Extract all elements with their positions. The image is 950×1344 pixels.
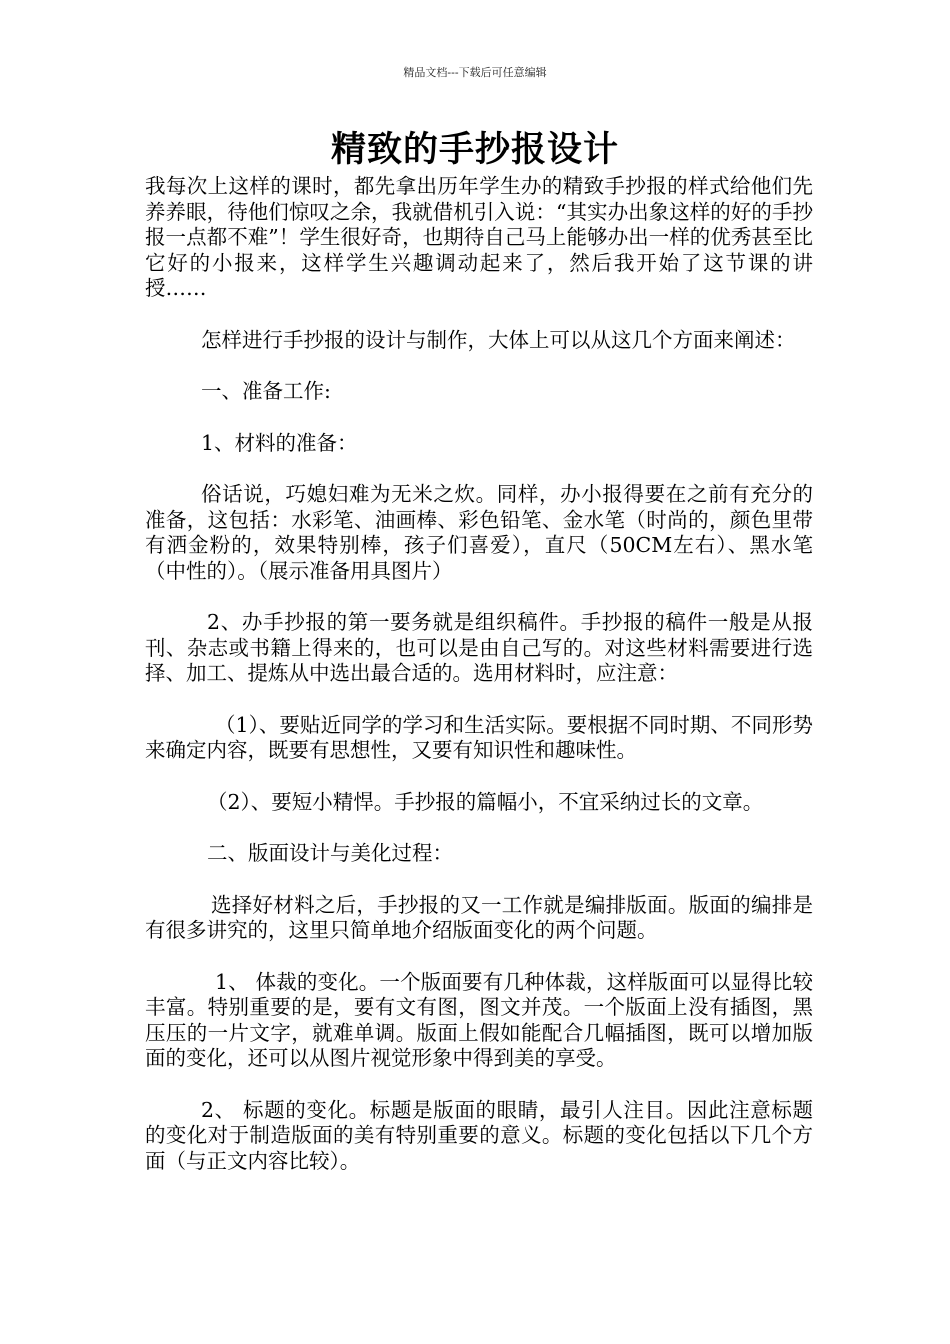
paragraph-overview: 怎样进行手抄报的设计与制作，大体上可以从这几个方面来阐述： [201, 327, 796, 352]
paragraph-materials: 俗话说，巧媳妇难为无米之炊。同样，办小报得要在之前有充分的准备，这包括：水彩笔、油画棒、彩色铅笔、金水笔（时尚的，颜色里带有洒金粉的，效果特别棒，孩子们喜爱），直尺（50CM左右）、黑水笔（中性的）。（展示准备用具图片） [145, 482, 813, 583]
header-note: 精品文档---下载后可任意编辑 [403, 66, 547, 79]
list-item-1: （1）、要贴近同学的学习和生活实际。要根据不同时期、不同形势来确定内容，既要有思想性，又要有知识性和趣味性。 [145, 712, 813, 762]
subheading-materials: 1、材料的准备： [201, 430, 358, 455]
paragraph-intro: 我每次上这样的课时，都先拿出历年学生办的精致手抄报的样式给他们先养养眼，待他们惊叹之余，我就借机引入说：“其实办出象这样的好的手抄报一点都不难”！学生很好奇，也期待自己马上能够办出一样的优秀甚至比它好的小报来，这样学生兴趣调动起来了，然后我开始了这节课的讲授…… [145, 174, 813, 300]
paragraph-layout: 选择好材料之后，手抄报的又一工作就是编排版面。版面的编排是有很多讲究的，这里只简单地介绍版面变化的两个问题。 [145, 892, 813, 942]
document-title: 精致的手抄报设计 [330, 129, 619, 170]
section-heading-preparation: 一、准备工作: [201, 379, 331, 403]
paragraph-genre-variation: 1、 体裁的变化。一个版面要有几种体裁，这样版面可以显得比较丰富。特别重要的是，要有文有图，图文并茂。一个版面上没有插图，黑压压的一片文字，就难单调。版面上假如能配合几幅插图，既可以增加版面的变化，还可以从图片视觉形象中得到美的享受。 [145, 969, 813, 1070]
section-heading-layout: 二、版面设计与美化过程： [207, 841, 453, 865]
list-item-2: （2）、要短小精悍。手抄报的篇幅小，不宜采纳过长的文章。 [207, 789, 764, 814]
paragraph-title-variation: 2、 标题的变化。标题是版面的眼睛，最引人注目。因此注意标题的变化对于制造版面的美有特别重要的意义。标题的变化包括以下几个方面（与正文内容比较）。 [145, 1097, 813, 1173]
paragraph-manuscripts: 2、办手抄报的第一要务就是组织稿件。手抄报的稿件一般是从报刊、杂志或书籍上得来的，也可以是由自己写的。对这些材料需要进行选择、加工、提炼从中选出最合适的。选用材料时，应注意： [145, 610, 813, 685]
document-body [145, 174, 813, 1174]
